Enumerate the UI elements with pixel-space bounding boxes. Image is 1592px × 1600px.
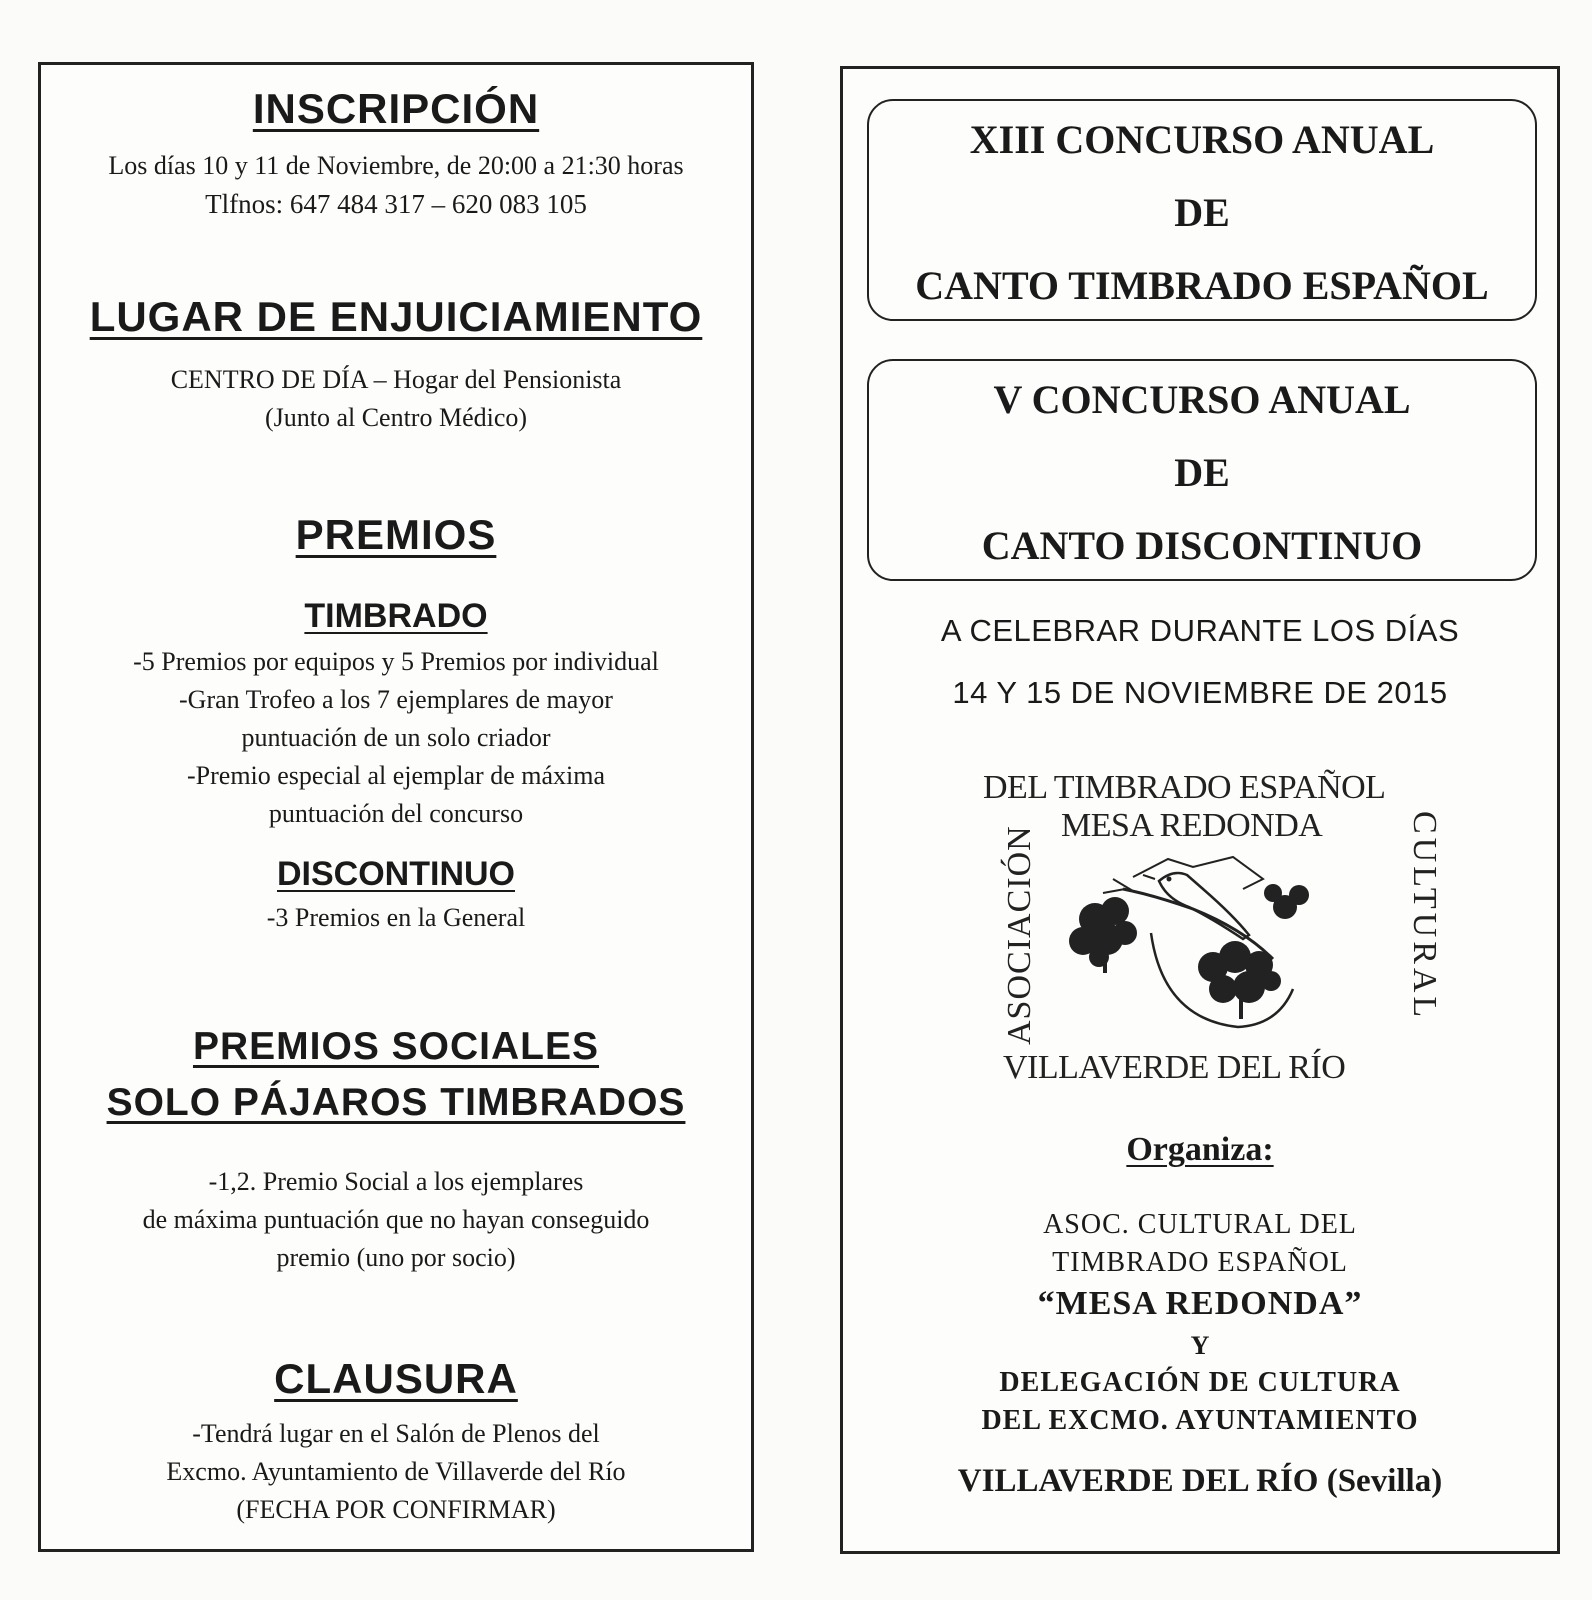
emblem-bottom: VILLAVERDE DEL RÍO — [1003, 1049, 1346, 1086]
timbrado-title: TIMBRADO — [304, 597, 488, 635]
discontinuo-text — [41, 899, 751, 937]
organiza-line-6: DEL EXCMO. AYUNTAMIENTO — [981, 1405, 1419, 1436]
timbrado-line: -Premio especial al ejemplar de máxima — [187, 761, 605, 790]
box2-line: V CONCURSO ANUAL — [993, 377, 1411, 422]
organiza-title: Organiza: — [1126, 1131, 1274, 1168]
box1-line: XIII CONCURSO ANUAL — [969, 117, 1435, 162]
sociales-line: de máxima puntuación que no hayan conseguido — [142, 1205, 650, 1234]
bird-tree-logo — [1063, 849, 1313, 1039]
clausura-text — [41, 1415, 751, 1529]
sociales-line: premio (uno por socio) — [276, 1243, 516, 1272]
lugar-text — [41, 361, 751, 437]
emblem-right-vertical: CULTURAL — [1406, 811, 1443, 1022]
sociales-title-2: SOLO PÁJAROS TIMBRADOS — [106, 1081, 686, 1124]
date-line: 14 Y 15 DE NOVIEMBRE DE 2015 — [952, 675, 1448, 710]
clausura-line: -Tendrá lugar en el Salón de Plenos del — [192, 1419, 600, 1448]
organiza-line-4: Y — [1190, 1331, 1210, 1360]
clausura-line: (FECHA POR CONFIRMAR) — [236, 1495, 556, 1524]
emblem-top-1: DEL TIMBRADO ESPAÑOL — [983, 769, 1386, 806]
organiza-line-1: ASOC. CULTURAL DEL — [1043, 1209, 1357, 1240]
celebrate-line: A CELEBRAR DURANTE LOS DÍAS — [940, 613, 1460, 648]
right-panel — [840, 66, 1560, 1554]
box2-line: CANTO DISCONTINUO — [981, 523, 1423, 568]
inscripcion-text — [41, 147, 751, 223]
discontinuo-line: -3 Premios en la General — [266, 903, 526, 932]
premios-title: PREMIOS — [295, 511, 497, 558]
box2-line: DE — [1174, 450, 1230, 495]
timbrado-text — [41, 643, 751, 833]
lugar-title: LUGAR DE ENJUICIAMIENTO — [89, 293, 703, 340]
sociales-line: -1,2. Premio Social a los ejemplares — [208, 1167, 584, 1196]
organiza-line-5: DELEGACIÓN DE CULTURA — [999, 1367, 1401, 1398]
emblem-left-vertical: ASOCIACIÓN — [1001, 825, 1038, 1045]
organiza-line-2: TIMBRADO ESPAÑOL — [1052, 1247, 1348, 1278]
emblem-top-2: MESA REDONDA — [1061, 807, 1323, 844]
lugar-line: (Junto al Centro Médico) — [264, 403, 528, 432]
box1-line: DE — [1174, 190, 1230, 235]
clausura-line: Excmo. Ayuntamiento de Villaverde del Río — [166, 1457, 626, 1486]
timbrado-line: puntuación de un solo criador — [241, 723, 551, 752]
timbrado-line: -5 Premios por equipos y 5 Premios por individual — [133, 647, 659, 676]
clausura-title: CLAUSURA — [274, 1355, 518, 1402]
lugar-line: CENTRO DE DÍA – Hogar del Pensionista — [170, 365, 622, 394]
inscripcion-line: Tlfnos: 647 484 317 – 620 083 105 — [205, 189, 587, 219]
contest-box-discontinuo — [867, 359, 1537, 581]
association-emblem — [843, 769, 1557, 1089]
organiza-line-3: “MESA REDONDA” — [1037, 1285, 1363, 1322]
inscripcion-title: INSCRIPCIÓN — [252, 85, 540, 132]
organiza-line-7: VILLAVERDE DEL RÍO (Sevilla) — [957, 1463, 1443, 1499]
discontinuo-title: DISCONTINUO — [277, 855, 515, 893]
sociales-title-1: PREMIOS SOCIALES — [192, 1025, 600, 1068]
sociales-text — [41, 1163, 751, 1277]
contest-box-timbrado — [867, 99, 1537, 321]
left-panel — [38, 62, 754, 1552]
timbrado-line: puntuación del concurso — [268, 799, 524, 828]
box1-line: CANTO TIMBRADO ESPAÑOL — [915, 263, 1489, 308]
inscripcion-line: Los días 10 y 11 de Noviembre, de 20:00 a 21:30 horas — [108, 151, 684, 180]
timbrado-line: -Gran Trofeo a los 7 ejemplares de mayor — [179, 685, 613, 714]
